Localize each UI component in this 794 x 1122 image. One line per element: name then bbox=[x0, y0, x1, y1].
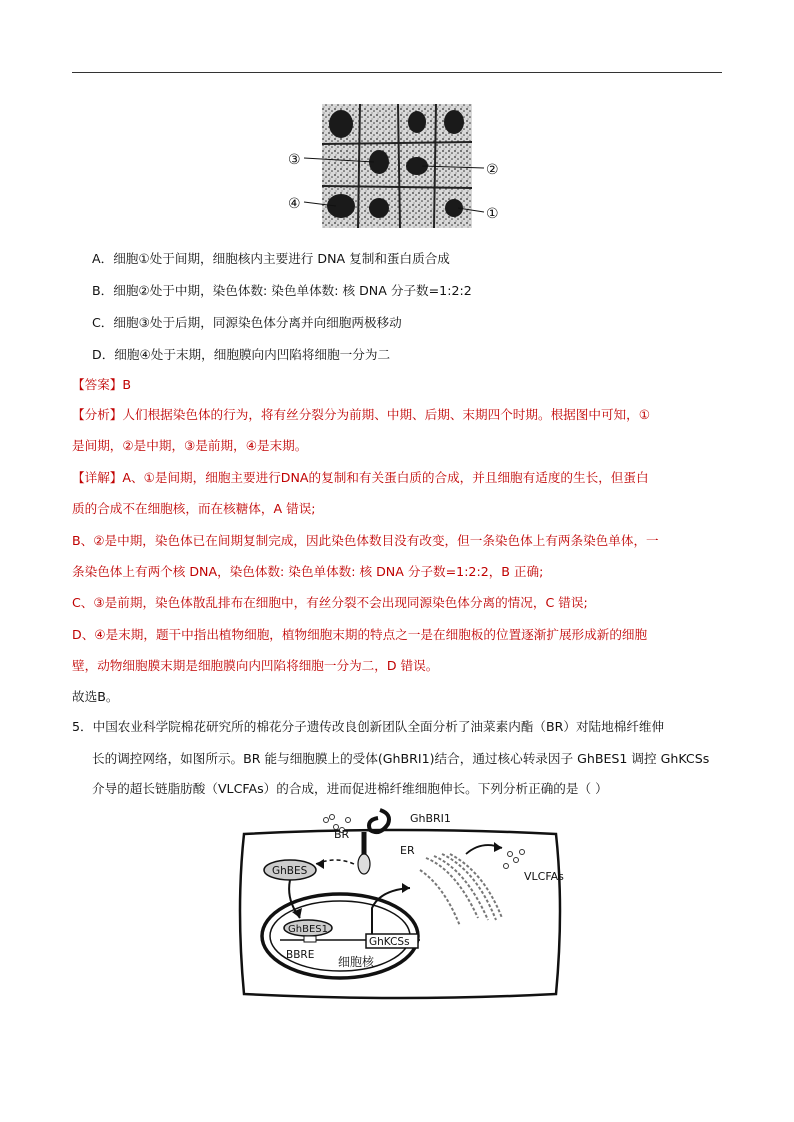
receptor-label: GhBRI1 bbox=[410, 812, 451, 825]
label-cell-1: ① bbox=[486, 206, 499, 222]
analysis-line-1: 【分析】人们根据染色体的行为，将有丝分裂分为前期、中期、后期、末期四个时期。根据图中可知，① bbox=[72, 407, 651, 422]
option-b: B．细胞②处于中期，染色体数: 染色单体数: 核 DNA 分子数=1:2:2 bbox=[92, 283, 472, 298]
detail-line-1: 【详解】A、①是间期，细胞主要进行DNA的复制和有关蛋白质的合成，并且细胞有适度的生长，但蛋白 bbox=[72, 470, 649, 485]
detail-line-3: B、②是中期，染色体已在间期复制完成，因此染色体数目没有改变，但一条染色体上有两条染色单体，一 bbox=[72, 533, 659, 548]
label-cell-3: ③ bbox=[288, 152, 301, 168]
label-cell-2: ② bbox=[486, 162, 499, 178]
question5-line-1: 5．中国农业科学院棉花研究所的棉花分子遗传改良创新团队全面分析了油菜素内酯（BR）对陆地棉纤维伸 bbox=[72, 719, 665, 734]
ghbes-label: GhBES bbox=[272, 865, 308, 877]
option-c: C．细胞③处于后期，同源染色体分离并向细胞两极移动 bbox=[92, 315, 402, 330]
nucleus-label: 细胞核 bbox=[338, 955, 375, 969]
br-signaling-diagram bbox=[230, 808, 570, 1004]
ghbes1-label: GhBES1 bbox=[288, 924, 328, 935]
detail-line-7: 壁，动物细胞膜末期是细胞膜向内凹陷将细胞一分为二，D 错误。 bbox=[72, 658, 439, 673]
br-label: BR bbox=[334, 828, 350, 841]
question5-line-3: 介导的超长链脂肪酸（VLCFAs）的合成，进而促进棉纤维细胞伸长。下列分析正确的是（ ） bbox=[92, 781, 608, 796]
conclusion-line: 故选B。 bbox=[72, 689, 119, 704]
detail-line-4: 条染色体上有两个核 DNA，染色体数: 染色单体数: 核 DNA 分子数=1:2:2，B 正确; bbox=[72, 564, 544, 579]
er-shape bbox=[420, 854, 502, 926]
detail-line-2: 质的合成不在细胞核，而在核糖体，A 错误; bbox=[72, 501, 316, 516]
er-label: ER bbox=[400, 844, 415, 857]
ghkcss-label: GhKCSs bbox=[369, 936, 410, 948]
label-cell-4: ④ bbox=[288, 196, 301, 212]
vlcfas-label: VLCFAs bbox=[524, 870, 564, 883]
receptor-shape bbox=[369, 810, 389, 832]
detail-line-5: C、③是前期，染色体散乱排布在细胞中，有丝分裂不会出现同源染色体分离的情况，C 错误; bbox=[72, 595, 588, 610]
bbre-label: BBRE bbox=[286, 949, 315, 961]
cell-micrograph-figure bbox=[286, 102, 504, 230]
analysis-line-2: 是间期，②是中期，③是前期，④是末期。 bbox=[72, 438, 308, 453]
answer-line: 【答案】B bbox=[72, 377, 132, 392]
header-rule bbox=[72, 72, 722, 73]
option-a: A．细胞①处于间期，细胞核内主要进行 DNA 复制和蛋白质合成 bbox=[92, 251, 450, 266]
detail-line-6: D、④是末期，题干中指出植物细胞，植物细胞末期的特点之一是在细胞板的位置逐渐扩展形成新的细胞 bbox=[72, 627, 648, 642]
option-d: D．细胞④处于末期，细胞膜向内凹陷将细胞一分为二 bbox=[92, 347, 391, 362]
question5-line-2: 长的调控网络，如图所示。BR 能与细胞膜上的受体(GhBRI1)结合，通过核心转录因子 GhBES1 调控 GhKCSs bbox=[92, 751, 710, 766]
